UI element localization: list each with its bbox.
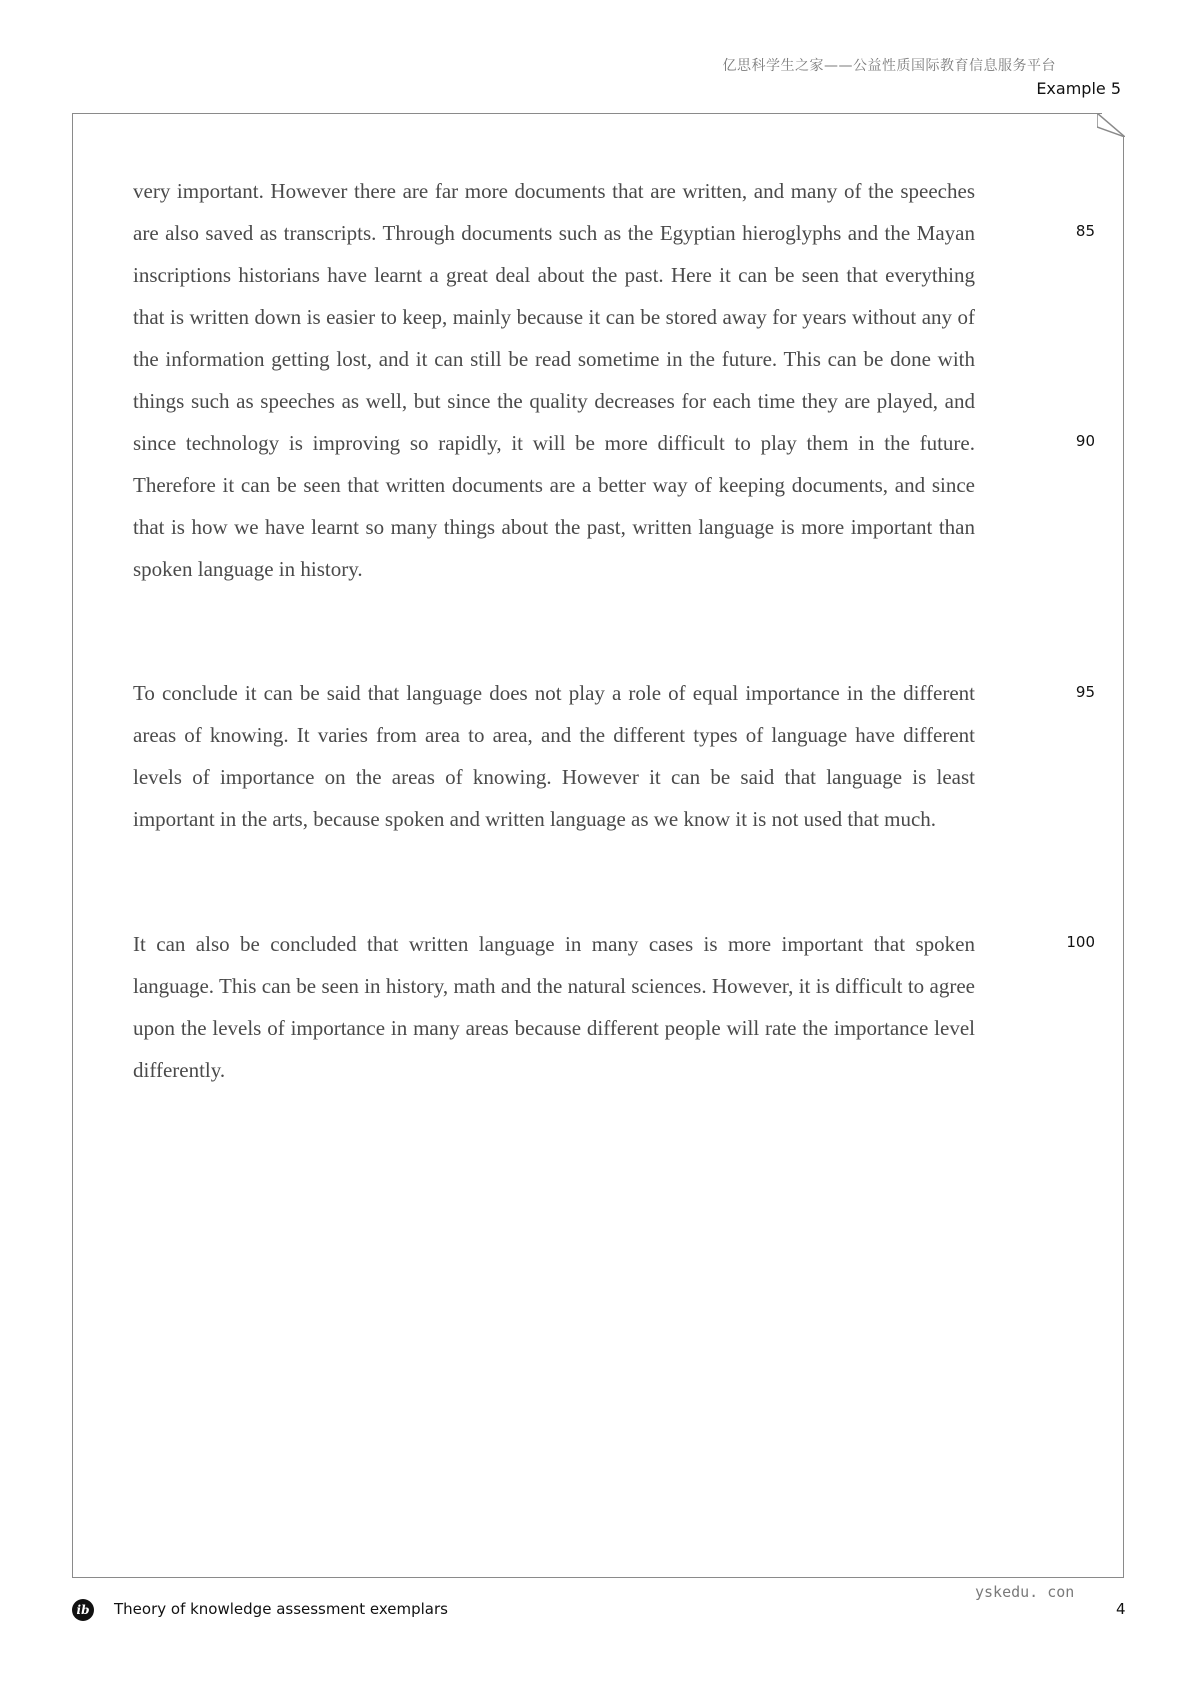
- example-label: Example 5: [1036, 79, 1121, 98]
- site-header-title: 亿思科学生之家——公益性质国际教育信息服务平台: [722, 58, 1056, 74]
- line-number-95: 95: [1075, 683, 1095, 701]
- line-number-90: 90: [1075, 432, 1095, 450]
- footer-watermark: yskedu. con: [975, 1583, 1075, 1601]
- sheet-right-border: [1123, 136, 1124, 1578]
- line-number-100: 100: [1066, 933, 1095, 951]
- ib-logo-icon: ib: [72, 1599, 94, 1621]
- essay-paragraph-3: It can also be concluded that written language in many cases is more important that spoken language. This can be seen in history, math and the natural sciences. However, it is difficult to agree upon the levels of importance in many areas because different people will rate the importance level differently.: [133, 932, 975, 1082]
- essay-paragraph-1: very important. However there are far more documents that are written, and many of the speeches are also saved as transcripts. Through documents such as the Egyptian hieroglyphs and the Mayan inscriptions historians have learnt a great deal about the past. Here it can be seen that everything that is written down is easier to keep, mainly because it can be stored away for years without any of the information getting lost, and it can still be read sometime in the future. This can be done with things such as speeches as well, but since the quality decreases for each time they are played, and since technology is improving so rapidly, it will be more difficult to play them in the future. Therefore it can be seen that written documents are a better way of keeping documents, and since that is how we have learnt so many things about the past, written language is more important than spoken language in history.: [133, 179, 975, 581]
- line-number-85: 85: [1075, 222, 1095, 240]
- page-number: 4: [1116, 1600, 1126, 1618]
- essay-paragraph-2: To conclude it can be said that language does not play a role of equal importance in the different areas of knowing. It varies from area to area, and the different types of language have different levels of importance on the areas of knowing. However it can be said that language is least important in the arts, because spoken and written language as we know it is not used that much.: [133, 681, 975, 831]
- page-fold-icon: [1097, 113, 1125, 137]
- sheet-top-border: [72, 113, 1102, 114]
- footer-title: Theory of knowledge assessment exemplars: [114, 1600, 448, 1618]
